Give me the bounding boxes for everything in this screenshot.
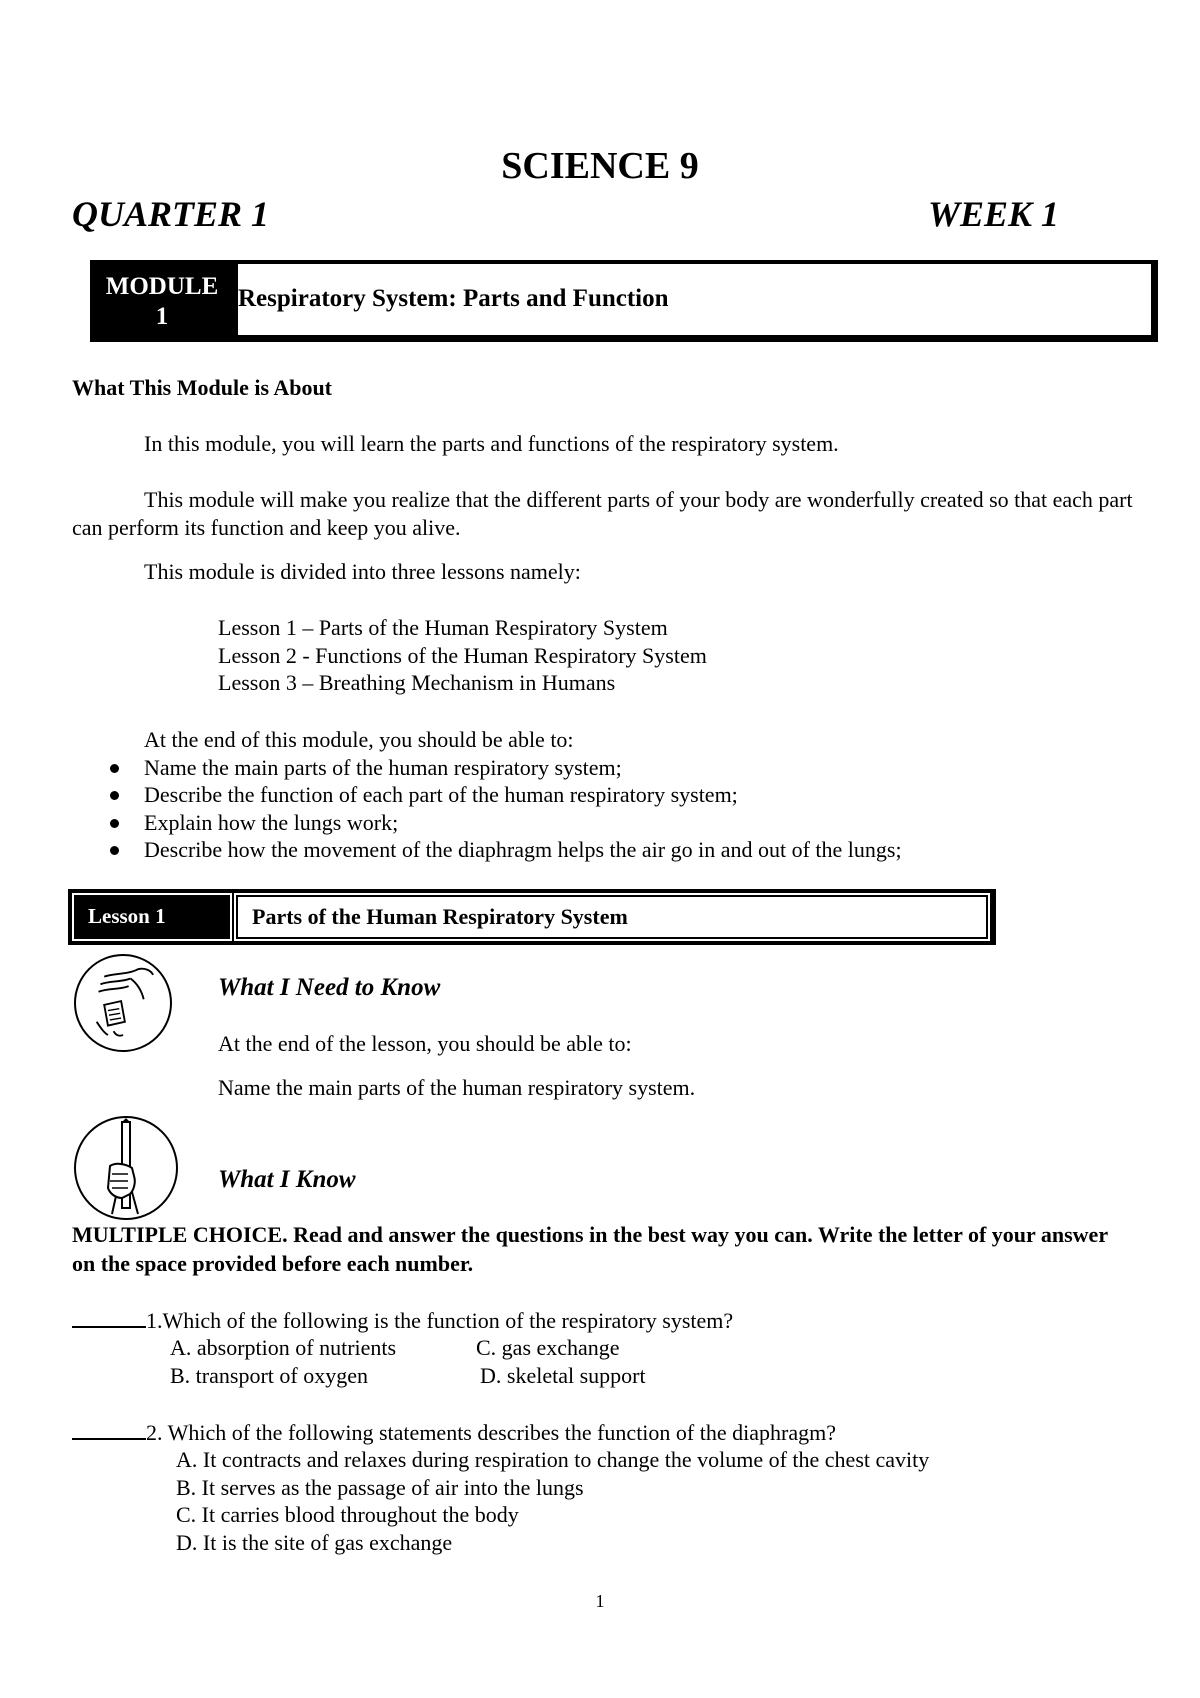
answer-blank-2[interactable]	[72, 1418, 146, 1440]
question-2	[72, 1418, 836, 1447]
lesson-title: Parts of the Human Respiratory System	[236, 895, 988, 939]
choice-option: C. It carries blood throughout the body	[176, 1502, 519, 1527]
module-tag-number: 1	[155, 303, 169, 330]
objective-text: Name the main parts of the human respiratory system;	[144, 754, 622, 780]
module-banner	[88, 260, 1162, 342]
question-number: 2.	[146, 1420, 163, 1445]
question-text: Which of the following is the function of the respiratory system?	[162, 1308, 734, 1333]
objective-text: Describe the function of each part of the human respiratory system;	[144, 782, 738, 807]
question-number: 1.	[146, 1308, 163, 1333]
need-to-know-line-1: At the end of the lesson, you should be able to:	[218, 1031, 632, 1056]
week-label: WEEK 1	[928, 194, 1060, 234]
bullet-icon	[110, 819, 119, 828]
about-paragraph-2: This module will make you realize that the different parts of your body are wonderfully created so that each part can perform its function and keep you alive.	[72, 487, 1133, 540]
choice-option: A. It contracts and relaxes during respiration to change the volume of the chest cavity	[176, 1447, 930, 1472]
objectives-list	[72, 754, 1172, 864]
module-tag	[90, 260, 234, 342]
hand-holding-pencil-icon	[74, 1116, 178, 1220]
module-title-box	[234, 260, 1158, 342]
need-to-know-line-2: Name the main parts of the human respiratory system.	[218, 1075, 696, 1100]
choice-option: B. It serves as the passage of air into the lungs	[176, 1475, 584, 1500]
section-heading-need-to-know: What I Need to Know	[218, 974, 441, 1001]
objective-item	[72, 836, 1172, 864]
choice-option: A. absorption of nutrients	[170, 1335, 397, 1360]
lesson-tag: Lesson 1	[72, 893, 232, 941]
section-heading-what-i-know: What I Know	[218, 1166, 356, 1193]
section-heading-about: What This Module is About	[72, 375, 333, 400]
objectives-lead: At the end of this module, you should be able to:	[144, 727, 574, 752]
objective-text: Describe how the movement of the diaphragm helps the air go in and out of the lungs;	[144, 837, 902, 862]
objective-text: Explain how the lungs work;	[144, 809, 399, 835]
question-text: Which of the following statements describes the function of the diaphragm?	[162, 1420, 836, 1445]
page-number: 1	[595, 1591, 605, 1611]
about-paragraph-1: In this module, you will learn the parts and functions of the respiratory system.	[144, 431, 839, 456]
lesson-list-item: Lesson 3 – Breathing Mechanism in Humans	[218, 670, 616, 695]
quarter-label: QUARTER 1	[72, 194, 270, 234]
about-paragraph-3: This module is divided into three lessons namely:	[144, 559, 581, 584]
multiple-choice-instructions: MULTIPLE CHOICE. Read and answer the questions in the best way you can. Write the letter of your answer on the space provided before each number.	[72, 1222, 1108, 1276]
document-title: SCIENCE 9	[501, 145, 699, 187]
answer-blank-1[interactable]	[72, 1306, 146, 1328]
module-title: Respiratory System: Parts and Function	[238, 285, 669, 312]
bullet-icon	[110, 846, 119, 855]
objectives-section	[72, 726, 1172, 864]
choice-option: D. skeletal support	[480, 1363, 646, 1388]
objective-item	[72, 754, 1172, 782]
bullet-icon	[110, 791, 119, 800]
objective-item	[72, 781, 1172, 809]
bullet-icon	[110, 764, 119, 773]
hand-holding-paper-icon	[74, 954, 172, 1052]
lesson-list-item: Lesson 2 - Functions of the Human Respiratory System	[218, 642, 707, 668]
lesson-list	[218, 614, 707, 697]
question-1	[72, 1306, 733, 1335]
choice-option: B. transport of oxygen	[170, 1363, 368, 1388]
module-tag-label: MODULE	[105, 273, 219, 300]
lesson-banner	[68, 889, 996, 945]
choice-option: D. It is the site of gas exchange	[176, 1530, 453, 1555]
choice-option: C. gas exchange	[476, 1335, 620, 1360]
lesson-list-item: Lesson 1 – Parts of the Human Respiratory System	[218, 615, 668, 640]
objective-item	[72, 809, 1172, 837]
